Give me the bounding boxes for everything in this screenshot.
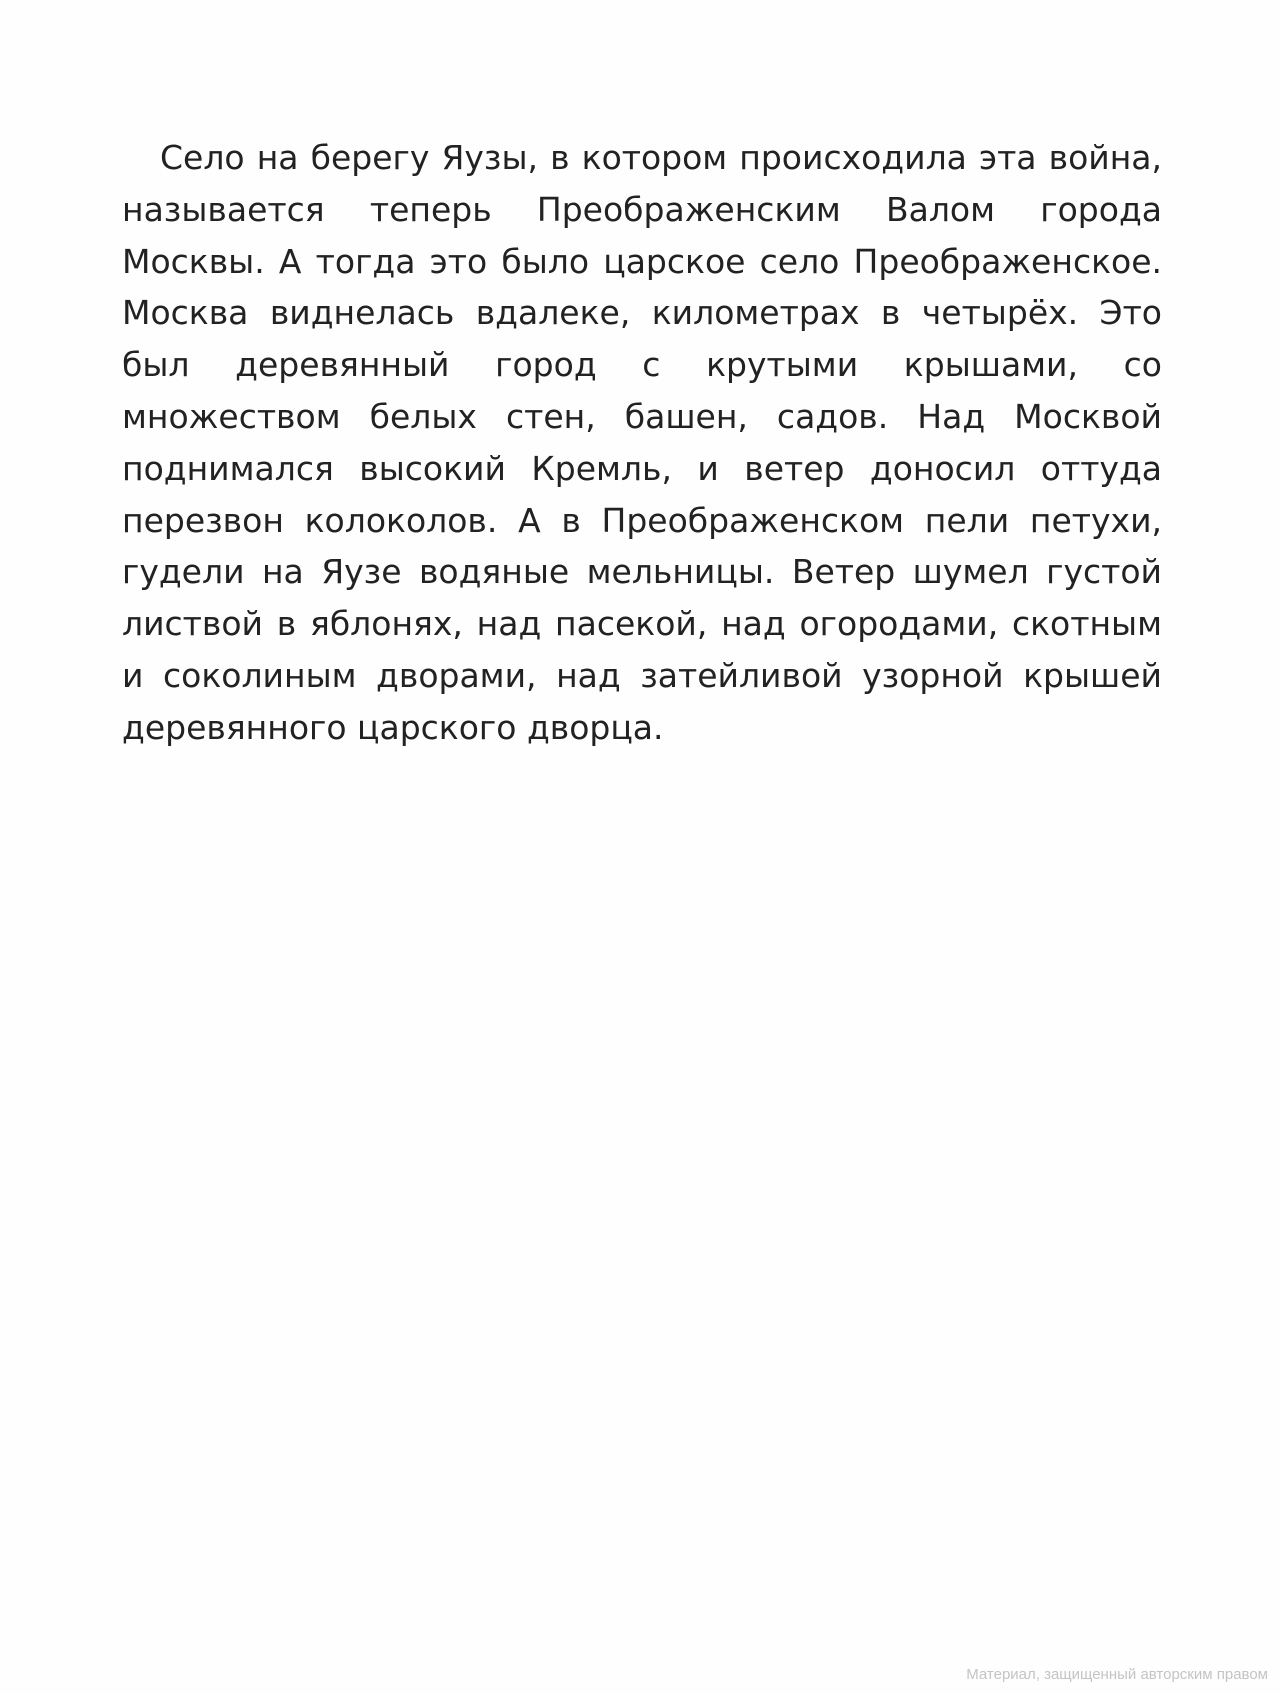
body-paragraph: Село на берегу Яузы, в котором происходила эта война, называется теперь Преображенским Валом города Москвы. А тогда это было царское село Преображенское. Москва виднелась вдалеке, километрах в четырёх. Это был деревянный город с крутыми крышами, со множеством белых стен, башен, садов. Над Москвой поднимался высокий Кремль, и ветер доносил оттуда перезвон колоколов. А в Преображенском пели петухи, гудели на Яузе водяные мельницы. Ветер шумел густой листвой в яблонях, над пасекой, над огородами, скотным и соколиным дворами, над затейливой узорной крышей деревянного царского дворца. — [122, 138, 1162, 747]
copyright-footer-note: Материал, защищенный авторским правом — [966, 1666, 1268, 1683]
